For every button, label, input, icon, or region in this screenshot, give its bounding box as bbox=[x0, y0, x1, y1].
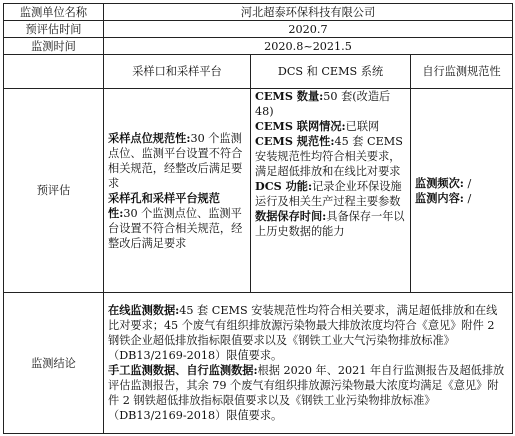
monitor-time-value: 2020.8~2021.5 bbox=[104, 38, 513, 55]
manual-data-text: 根据 2020 年、2021 年自行监测报告及超低排放评估监测报告，其余 79 个废气有组织排放源污染物最大浓度均满足《意见》附件 2 钢铁超低排放指标限值要求以及《钢铁工业污染物排放标准》（DB13/2169-2018）限值要求。 bbox=[108, 364, 505, 422]
report-table bbox=[3, 3, 513, 434]
header-empty-cell bbox=[4, 55, 104, 89]
pre-eval-label: 预评估 bbox=[4, 89, 104, 293]
data-retention-heading: 数据保存时间: bbox=[255, 209, 327, 223]
cems-network-heading: CEMS 联网情况: bbox=[255, 119, 346, 133]
online-data-text: 45 套 CEMS 安装规范性均符合相关要求，满足超低排放和在线比对要求；45 个废气有组织排放源污染物最大排放浓度均符合《意见》附件 2 钢铁企业超低排放指标限值要求以及《钢铁工业大气污染物排放标准》（DB13/2169-2018）限值要求。 bbox=[108, 304, 498, 362]
self-monitoring-cell bbox=[411, 89, 513, 293]
unit-name-value: 河北超泰环保科技有限公司 bbox=[104, 4, 513, 21]
manual-data-heading: 手工监测数据、自行监测数据: bbox=[108, 363, 258, 377]
cems-compliance-text: 45 套 CEMS 安装规范性均符合相关要求，满足超低排放和在线比对要求 bbox=[255, 135, 403, 178]
dcs-function-text: 记录企业环保设施运行及相关生产过程主要参数 bbox=[255, 180, 402, 208]
sampling-hole-paragraph bbox=[108, 191, 246, 251]
cems-count-paragraph bbox=[255, 89, 406, 119]
header-dcs-cems: DCS 和 CEMS 系统 bbox=[251, 55, 411, 89]
sampling-hole-heading: 采样孔和采样平台规范性: bbox=[108, 190, 220, 220]
cems-compliance-heading: CEMS 规范性: bbox=[255, 134, 335, 148]
row-pre-eval bbox=[4, 89, 513, 293]
online-data-heading: 在线监测数据: bbox=[108, 303, 180, 317]
row-column-headers bbox=[4, 55, 513, 89]
frequency-value: / bbox=[467, 176, 472, 190]
row-pre-eval-time bbox=[4, 21, 513, 38]
data-retention-paragraph bbox=[255, 209, 406, 239]
pre-eval-time-label: 预评估时间 bbox=[4, 21, 104, 38]
sampling-point-paragraph bbox=[108, 131, 246, 191]
row-monitor-time bbox=[4, 38, 513, 55]
frequency-label: 监测频次: bbox=[415, 175, 464, 190]
cems-count-text: 50 套(改造后 48) bbox=[255, 90, 391, 118]
data-retention-text: 具备保存一年以上历史数据的能力 bbox=[255, 210, 405, 238]
content-line bbox=[415, 191, 508, 206]
unit-name-label: 监测单位名称 bbox=[4, 4, 104, 21]
header-sampling: 采样口和采样平台 bbox=[104, 55, 251, 89]
monitor-time-label: 监测时间 bbox=[4, 38, 104, 55]
cems-network-text: 已联网 bbox=[345, 120, 380, 133]
cems-count-heading: CEMS 数量: bbox=[255, 89, 324, 103]
conclusion-cell bbox=[104, 293, 513, 434]
sampling-hole-text: 30 个监测点位、监测平台设置不符合相关规范，经整改后满足要求 bbox=[108, 206, 243, 250]
content-label: 监测内容: bbox=[415, 190, 464, 205]
frequency-line bbox=[415, 176, 508, 191]
dcs-function-heading: DCS 功能: bbox=[255, 179, 313, 193]
row-unit-name bbox=[4, 4, 513, 21]
row-conclusion bbox=[4, 293, 513, 434]
header-self-monitoring: 自行监测规范性 bbox=[411, 55, 513, 89]
sampling-point-heading: 采样点位规范性: bbox=[108, 130, 191, 145]
sampling-platform-cell bbox=[104, 89, 251, 293]
online-data-paragraph bbox=[108, 303, 508, 363]
cems-network-paragraph bbox=[255, 119, 406, 134]
cems-compliance-paragraph bbox=[255, 134, 406, 179]
conclusion-label: 监测结论 bbox=[4, 293, 104, 434]
pre-eval-time-value: 2020.7 bbox=[104, 21, 513, 38]
dcs-cems-cell bbox=[251, 89, 411, 293]
content-value: / bbox=[467, 191, 472, 205]
sampling-point-text: 30 个监测点位、监测平台设置不符合相关规范，经整改后满足要求 bbox=[108, 131, 243, 190]
manual-data-paragraph bbox=[108, 363, 508, 423]
dcs-function-paragraph bbox=[255, 179, 406, 209]
